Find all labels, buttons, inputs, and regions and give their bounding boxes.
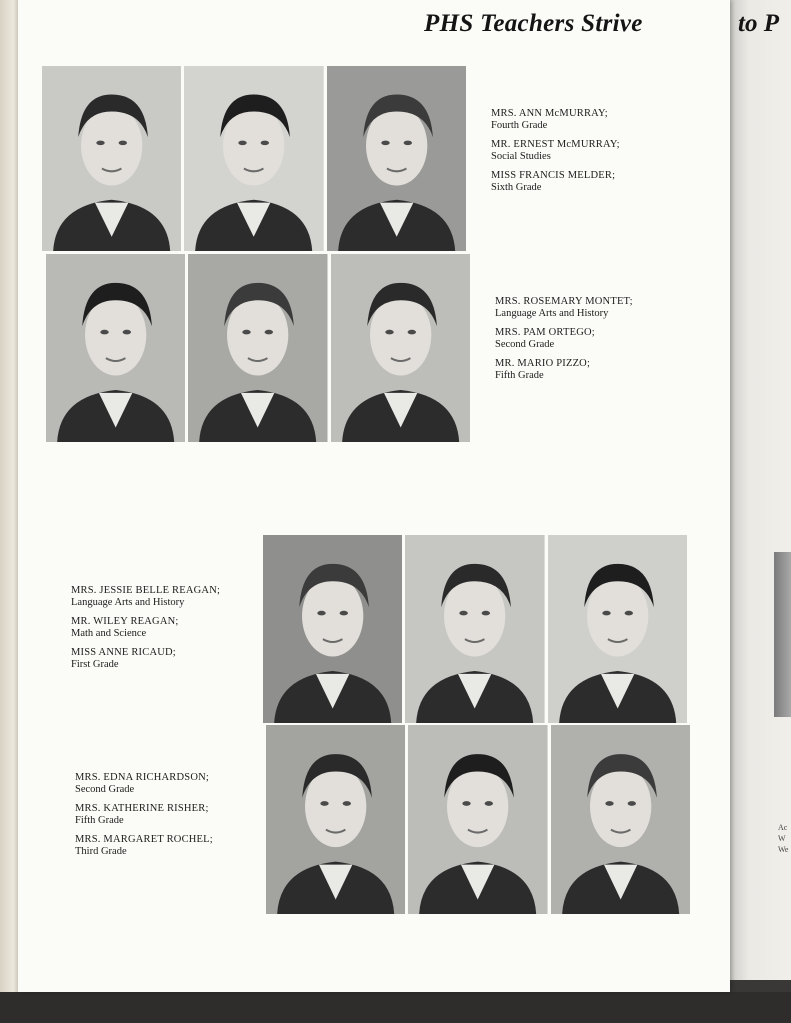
teacher-entry: [495, 296, 633, 320]
teacher-portrait: [46, 254, 185, 442]
teacher-name: MISS ANNE RICAUD;: [71, 647, 176, 658]
teacher-subject: Sixth Grade: [491, 182, 542, 193]
facing-page-photo: [774, 552, 791, 717]
teacher-entry: [71, 616, 220, 640]
teacher-portrait: [331, 254, 470, 442]
teacher-name: MRS. EDNA RICHARDSON;: [75, 772, 210, 783]
page-title: PHS Teachers Strive: [424, 10, 643, 37]
teacher-name: MR. MARIO PIZZO;: [495, 358, 591, 369]
teacher-entry: [75, 834, 213, 858]
teacher-entry: [75, 772, 213, 796]
teacher-entry: [71, 585, 220, 609]
teacher-portrait: [184, 66, 323, 251]
teacher-portrait: [263, 535, 402, 723]
caption-group-2: [495, 296, 633, 389]
page-title-continued: to P: [738, 10, 779, 37]
teacher-portrait: [405, 535, 544, 723]
teacher-portrait: [42, 66, 181, 251]
teacher-entry: [75, 803, 213, 827]
caption-group-3: [71, 585, 220, 678]
teacher-entry: [491, 108, 620, 132]
teacher-portrait: [548, 535, 687, 723]
teacher-name: MRS. PAM ORTEGO;: [495, 327, 595, 338]
teacher-portrait: [327, 66, 466, 251]
teacher-portrait: [551, 725, 690, 914]
teacher-portrait: [188, 254, 327, 442]
teacher-entry: [495, 327, 633, 351]
teacher-entry: [491, 139, 620, 163]
teacher-portrait: [266, 725, 405, 914]
teacher-entry: [495, 358, 633, 382]
scan-bottom-edge: [0, 992, 791, 1023]
teacher-name: MR. WILEY REAGAN;: [71, 616, 179, 627]
teacher-subject: Second Grade: [75, 784, 135, 795]
teacher-entry: [71, 647, 220, 671]
teacher-name: MRS. KATHERINE RISHER;: [75, 803, 209, 814]
teacher-subject: Third Grade: [75, 846, 127, 857]
teacher-subject: First Grade: [71, 659, 119, 670]
teacher-subject: Language Arts and History: [71, 597, 185, 608]
caption-group-1: [491, 108, 620, 201]
teacher-subject: Fourth Grade: [491, 120, 548, 131]
teacher-name: MR. ERNEST McMURRAY;: [491, 139, 620, 150]
teacher-name: MRS. ANN McMURRAY;: [491, 108, 608, 119]
teacher-name: MRS. ROSEMARY MONTET;: [495, 296, 633, 307]
facing-page-caption: Ac W We: [778, 823, 789, 854]
teacher-subject: Math and Science: [71, 628, 147, 639]
teacher-subject: Fifth Grade: [495, 370, 544, 381]
teacher-subject: Social Studies: [491, 151, 551, 162]
teacher-subject: Second Grade: [495, 339, 555, 350]
teacher-name: MRS. MARGARET ROCHEL;: [75, 834, 213, 845]
teacher-subject: Fifth Grade: [75, 815, 124, 826]
teacher-portrait: [408, 725, 547, 914]
caption-group-4: [75, 772, 213, 865]
teacher-entry: [491, 170, 620, 194]
teacher-name: MRS. JESSIE BELLE REAGAN;: [71, 585, 221, 596]
teacher-subject: Language Arts and History: [495, 308, 609, 319]
teacher-name: MISS FRANCIS MELDER;: [491, 170, 616, 181]
